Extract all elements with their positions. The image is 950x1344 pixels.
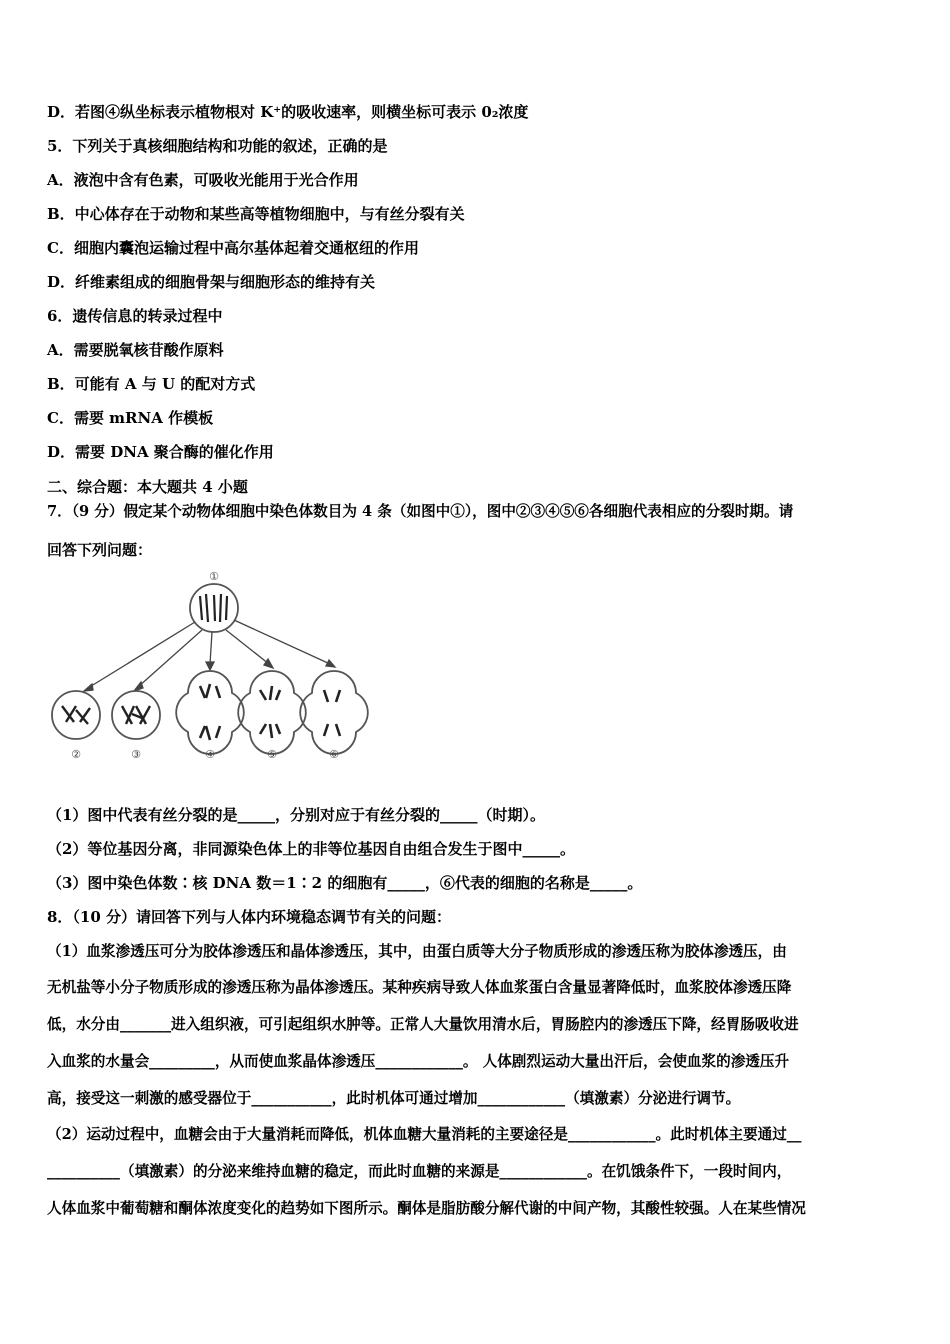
q7-part-2: （2）等位基因分离，非同源染色体上的非等位基因自由组合发生于图中_____。	[47, 840, 575, 858]
q8-line-6: （2）运动过程中，血糖会由于大量消耗而降低，机体血糖大量消耗的主要途径是____________。此时机体主要通过__	[47, 1126, 802, 1143]
q5-option-d: D．纤维素组成的细胞骨架与细胞形态的维持有关	[47, 273, 376, 291]
cell-1-chromosomes	[200, 594, 227, 622]
cell-5-chromosomes	[260, 686, 280, 738]
q5-option-b: B．中心体存在于动物和某些高等植物细胞中，与有丝分裂有关	[47, 205, 465, 223]
q6-option-d: D．需要 DNA 聚合酶的催化作用	[47, 443, 274, 461]
q8-line-4: 入血浆的水量会_________，从而使血浆晶体渗透压____________。 人体剧烈运动大量出汗后，会使血浆的渗透压升	[47, 1053, 790, 1070]
q6-option-c: C．需要 mRNA 作模板	[47, 409, 214, 427]
label-5: ⑤	[267, 748, 277, 761]
section-2-heading: 二、综合题：本大题共 4 小题	[47, 478, 248, 496]
cell-division-figure	[40, 560, 380, 770]
cell-4-chromosomes	[200, 684, 220, 740]
q8-line-1: （1）血浆渗透压可分为胶体渗透压和晶体渗透压，其中，由蛋白质等大分子物质形成的渗透压称为胶体渗透压，由	[47, 943, 787, 960]
q8-line-2: 无机盐等小分子物质形成的渗透压称为晶体渗透压。某种疾病导致人体血浆蛋白含量显著降低时，血浆胶体渗透压降	[47, 979, 792, 996]
q7-stem-line1: 7．（9 分）假定某个动物体细胞中染色体数目为 4 条（如图中①），图中②③④⑤⑥各细胞代表相应的分裂时期。请	[47, 503, 794, 520]
cell-3-chromosomes	[122, 706, 150, 724]
q8-line-5: 高，接受这一刺激的感受器位于___________，此时机体可通过增加____________（填激素）分泌进行调节。	[47, 1090, 741, 1107]
q6-option-b: B．可能有 A 与 U 的配对方式	[47, 375, 256, 393]
division-arrows	[84, 620, 335, 691]
q5-option-a: A．液泡中含有色素，可吸收光能用于光合作用	[47, 171, 359, 189]
q6-stem: 6．遗传信息的转录过程中	[47, 307, 223, 325]
label-4: ④	[205, 748, 215, 761]
label-2: ②	[71, 748, 81, 761]
cell-2	[52, 691, 100, 739]
q6-option-a: A．需要脱氧核苷酸作原料	[47, 341, 224, 359]
label-6: ⑥	[329, 748, 339, 761]
q7-part-1: （1）图中代表有丝分裂的是_____，分别对应于有丝分裂的_____（时期）。	[47, 806, 545, 824]
q5-option-c: C．细胞内囊泡运输过程中高尔基体起着交通枢纽的作用	[47, 239, 419, 257]
cell-6	[300, 671, 368, 754]
q8-line-8: 人体血浆中葡萄糖和酮体浓度变化的趋势如下图所示。酮体是脂肪酸分解代谢的中间产物，其酸性较强。人在某些情况	[47, 1200, 806, 1217]
label-1: ①	[209, 570, 219, 583]
label-3: ③	[131, 748, 141, 761]
cell-5	[238, 671, 306, 754]
q8-line-3: 低，水分由_______进入组织液，可引起组织水肿等。正常人大量饮用清水后，胃肠腔内的渗透压下降，经胃肠吸收进	[47, 1016, 799, 1033]
q5-stem: 5．下列关于真核细胞结构和功能的叙述，正确的是	[47, 137, 388, 155]
cell-2-chromosomes	[62, 706, 90, 724]
q7-stem-line2: 回答下列问题：	[47, 541, 153, 559]
cell-4	[176, 671, 244, 754]
q4-option-d: D．若图④纵坐标表示植物根对 K⁺的吸收速率，则横坐标可表示 0₂浓度	[47, 103, 529, 121]
q7-part-3: （3）图中染色体数∶核 DNA 数＝1∶2 的细胞有_____，⑥代表的细胞的名称是_____。	[47, 874, 643, 892]
q8-line-7: __________（填激素）的分泌来维持血糖的稳定，而此时血糖的来源是____________。在饥饿条件下，一段时间内，	[47, 1163, 792, 1180]
q8-stem: 8．（10 分）请回答下列与人体内环境稳态调节有关的问题：	[47, 908, 452, 926]
cell-6-chromosomes	[324, 690, 340, 736]
